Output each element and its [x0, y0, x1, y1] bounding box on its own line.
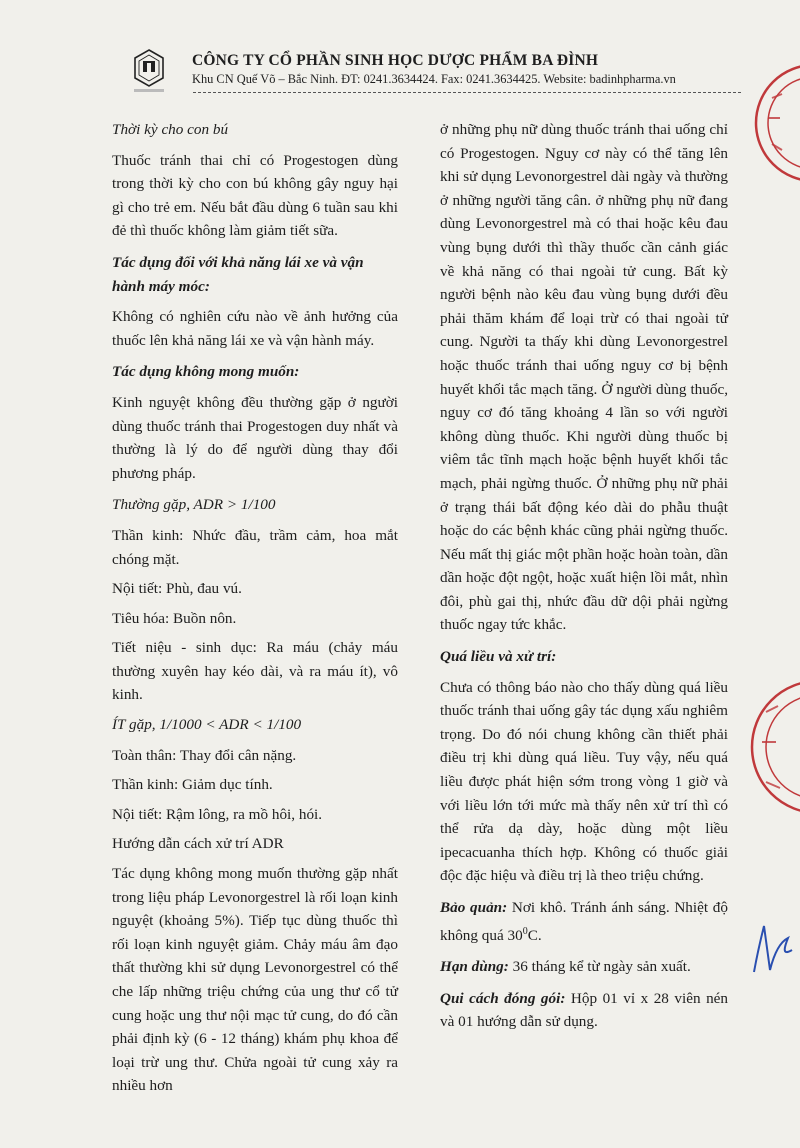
red-seal-stamp-bottom [748, 672, 800, 822]
company-contact: Khu CN Quế Võ – Bắc Ninh. ĐT: 0241.3634424. Fax: 0241.3634425. Website: badinhpharma.vn [192, 72, 676, 86]
common-adr-heading: Thường gặp, ADR > 1/100 [112, 496, 276, 514]
common-adr-item: Tiết niệu - sinh dục: Ra máu (chảy máu thường xuyên hay kéo dài, và ra máu ít), vô kinh. [112, 639, 398, 704]
rare-adr-item: Thần kinh: Giảm dục tính. [112, 776, 273, 794]
company-logo-icon [132, 48, 166, 94]
header-divider [193, 92, 741, 93]
right-column [440, 118, 728, 1042]
storage-degree: 0 [522, 925, 528, 937]
overdose-heading: Quá liều và xử trí: [440, 648, 557, 666]
storage-unit: C. [527, 926, 542, 944]
expiry-text: 36 tháng kể từ ngày sản xuất. [508, 958, 691, 976]
adr-guide-heading: Hướng dẫn cách xử trí ADR [112, 835, 284, 853]
expiry-line [440, 955, 728, 979]
side-effects-text: Kinh nguyệt không đều thường gặp ở người dùng thuốc tránh thai Progestogen duy nhất và thường là lý do để người dùng thay đổi phương pháp. [112, 393, 398, 482]
lactation-text: Thuốc tránh thai chỉ có Progestogen dùng trong thời kỳ cho con bú không gây nguy hại gì cho trẻ em. Nếu bắt đầu dùng 6 tuần sau khi đẻ thì thuốc không làm giảm tiết sữa. [112, 151, 398, 240]
common-adr-item: Tiêu hóa: Buồn nôn. [112, 609, 237, 627]
red-seal-stamp-top [752, 58, 800, 188]
adr-guide-text: Tác dụng không mong muốn thường gặp nhất trong liệu pháp Levonorgestrel là rối loạn kinh nguyệt (khoảng 5%). Tiếp tục dùng thuốc thì rối loạn kinh nguyệt giảm. Chảy máu âm đạo thất thường khi sử dụng Levonorgestrel có thể che lấp những triệu chứng của ung thư cổ tử cung hoặc ung thư nội mạc tử cung, do đó cần phải định kỳ (6 - 12 tháng) khám phụ khoa để loại trừ ung thư. Chửa ngoài tử cung xảy ra nhiều hơn [112, 865, 398, 1095]
left-column [112, 118, 398, 1106]
storage-text: Nơi khô. Tránh ánh sáng. Nhiệt độ không quá 30 [440, 899, 728, 944]
packaging-line [440, 987, 728, 1034]
storage-label: Bảo quản: [440, 899, 508, 916]
signature-icon [748, 920, 800, 980]
storage-line [440, 896, 728, 947]
company-name: CÔNG TY CỔ PHẦN SINH HỌC DƯỢC PHẨM BA ĐÌNH [192, 52, 599, 69]
driving-heading: Tác dụng đối với khả năng lái xe và vận hành máy móc: [112, 253, 364, 295]
ectopic-risk-text: ở những phụ nữ dùng thuốc tránh thai uống chỉ có Progestogen. Nguy cơ này có thể tăng lên khi sử dụng Levonorgestrel dài ngày và thường ở những người tăng cân. ở những phụ nữ đang dùng Levonorgestrel mà có thai hoặc kêu đau vùng bụng dưới thì thầy thuốc cần cảnh giác về khả năng có thai ngoài tử cung. Bất kỳ người bệnh nào kêu đau vùng bụng dưới đều phải thăm khám để loại trừ có thai ngoài tử cung. Người ta thấy khi dùng Levonorgestrel hoặc thuốc tránh thai uống nguy cơ bị bệnh huyết khối tắc mạch tăng. Ở người dùng thuốc, nguy cơ đó tăng khoảng 4 lần so với người không dùng thuốc. Khi người dùng thuốc bị viêm tắc tĩnh mạch hoặc bệnh huyết khối tắc mạch, phải ngừng thuốc. Ở những phụ nữ phải ở trạng thái bất động kéo dài do phẫu thuật hoặc do các bệnh khác cũng phải ngừng thuốc. Nếu mất thị giác một phần hoặc hoàn toàn, dần dần hoặc đột ngột, hoặc xuất hiện lồi mắt, nhìn đôi, phù gai thị, nhức đầu dữ dội phải ngừng thuốc ngay tức khắc. [440, 121, 728, 634]
side-effects-heading: Tác dụng không mong muốn: [112, 363, 300, 381]
packaging-label: Qui cách đóng gói: [440, 989, 566, 1007]
lactation-heading: Thời kỳ cho con bú [112, 121, 229, 138]
packaging-text: Hộp 01 vỉ x 28 viên nén và 01 hướng dẫn sử dụng. [440, 989, 728, 1031]
common-adr-item: Thần kinh: Nhức đầu, trầm cảm, hoa mắt chóng mặt. [112, 526, 398, 568]
rare-adr-item: Toàn thân: Thay đổi cân nặng. [112, 746, 297, 764]
driving-text: Không có nghiên cứu nào về ảnh hưởng của thuốc lên khả năng lái xe và vận hành máy. [112, 308, 398, 349]
overdose-text: Chưa có thông báo nào cho thấy dùng quá liều thuốc tránh thai uống gây tác dụng xấu nghiêm trọng. Do đó nói chung không cần thiết phải điều trị khi dùng quá liều. Tuy vậy, nếu quá liều được phát hiện sớm trong vòng 1 giờ và với liều lớn tới mức mà thấy nên xử trí thì có thể rửa dạ dày, hoặc dùng một liều ipecacuanha thích hợp. Không có thuốc giải độc đặc hiệu và điều trị là theo triệu chứng. [440, 678, 728, 885]
rare-adr-item: Nội tiết: Rậm lông, ra mồ hôi, hói. [112, 805, 323, 823]
rare-adr-heading: ÍT gặp, 1/1000 < ADR < 1/100 [112, 716, 302, 734]
expiry-label: Hạn dùng: [440, 958, 509, 976]
common-adr-item: Nội tiết: Phù, đau vú. [112, 580, 242, 598]
